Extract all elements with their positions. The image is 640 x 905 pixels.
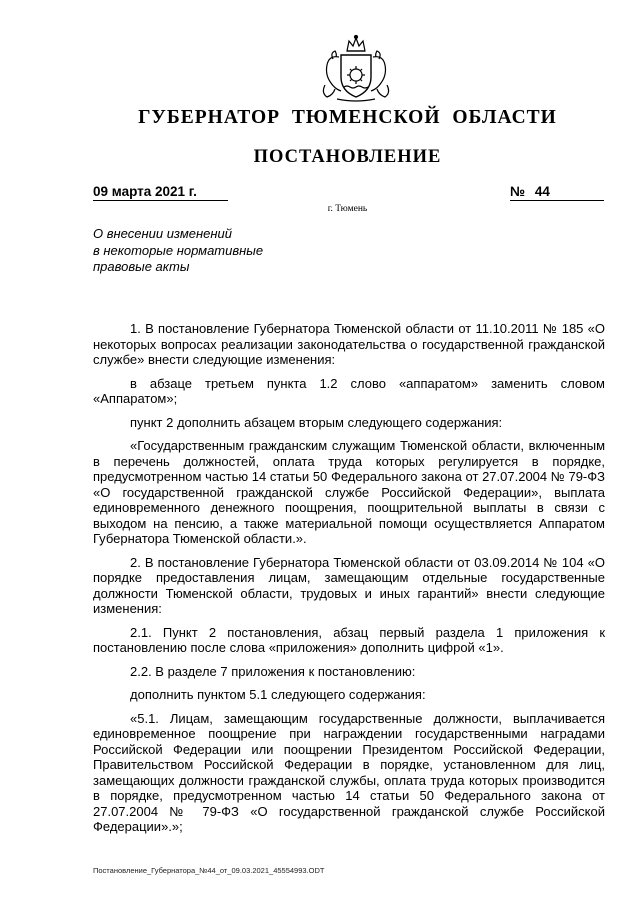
paragraph: 2. В постановление Губернатора Тюменской области от 03.09.2014 № 104 «О порядке предоставления лицам, замещающим отдельные государственные должности Тюменской области, трудовых и иных гарантий» внести следующие изменения: <box>93 554 605 616</box>
number-label: № <box>510 184 526 199</box>
document-type: ПОСТАНОВЛЕНИЕ <box>253 147 442 167</box>
document-number-field <box>510 184 604 201</box>
file-footer: Постановление_Губернатора_№44_от_09.03.2021_45554993.ODT <box>93 866 325 875</box>
document-body <box>93 321 605 843</box>
paragraph: 2.1. Пункт 2 постановления, абзац первый раздела 1 приложения к постановлению после слова «приложения» дополнить цифрой «1». <box>93 624 605 655</box>
city: г. Тюмень <box>327 204 368 214</box>
document-number: 44 <box>534 184 550 199</box>
paragraph: в абзаце третьем пункта 1.2 слово «аппаратом» заменить словом «Аппаратом»; <box>93 375 605 406</box>
paragraph: пункт 2 дополнить абзацем вторым следующего содержания: <box>130 414 503 430</box>
paragraph: 1. В постановление Губернатора Тюменской области от 11.10.2011 № 185 «О некоторых вопросах реализации законодательства о государственной гражданской службе» внести следующие изменения: <box>93 321 605 367</box>
paragraph: «Государственным гражданским служащим Тюменской области, включенным в перечень должностей, оплата труда которых регулируется в порядке, предусмотренном частью 14 статьи 50 Федерального закона от 27.07.2004 № 79-ФЗ «О государственной гражданской службе Российской Федерации», выплата единовременного денежного поощрения, поощрительной выплаты в связи с выходом на пенсию, а также материальной помощи осуществляется Аппаратом Губернатора Тюменской области.». <box>93 438 605 546</box>
document-subject <box>93 226 323 276</box>
organization-title: ГУБЕРНАТОР ТЮМЕНСКОЙ ОБЛАСТИ <box>138 107 557 128</box>
paragraph: «5.1. Лицам, замещающим государственные должности, выплачивается единовременное поощрение при награждении государственными наградами Российской Федерации или поощрении Президентом Российской Федерации, Правительством Российской Федерации в порядке, установленном для лиц, замещающих должности гражданской службы, оплата труда которых производится в порядке, предусмотренном частью 14 статьи 50 Федерального закона от 27.07.2004 № 79-ФЗ «О государственной гражданской службе Российской Федерации».»; <box>93 710 605 834</box>
subject-line: правовые акты <box>93 259 190 274</box>
document-date: 09 марта 2021 г. <box>93 184 228 201</box>
subject-line: О внесении изменений <box>93 226 232 241</box>
coat-of-arms-icon <box>311 33 401 105</box>
paragraph: дополнить пунктом 5.1 следующего содержания: <box>130 687 426 702</box>
paragraph: 2.2. В разделе 7 приложения к постановлению: <box>130 663 416 679</box>
subject-line: в некоторые нормативные <box>93 242 264 258</box>
